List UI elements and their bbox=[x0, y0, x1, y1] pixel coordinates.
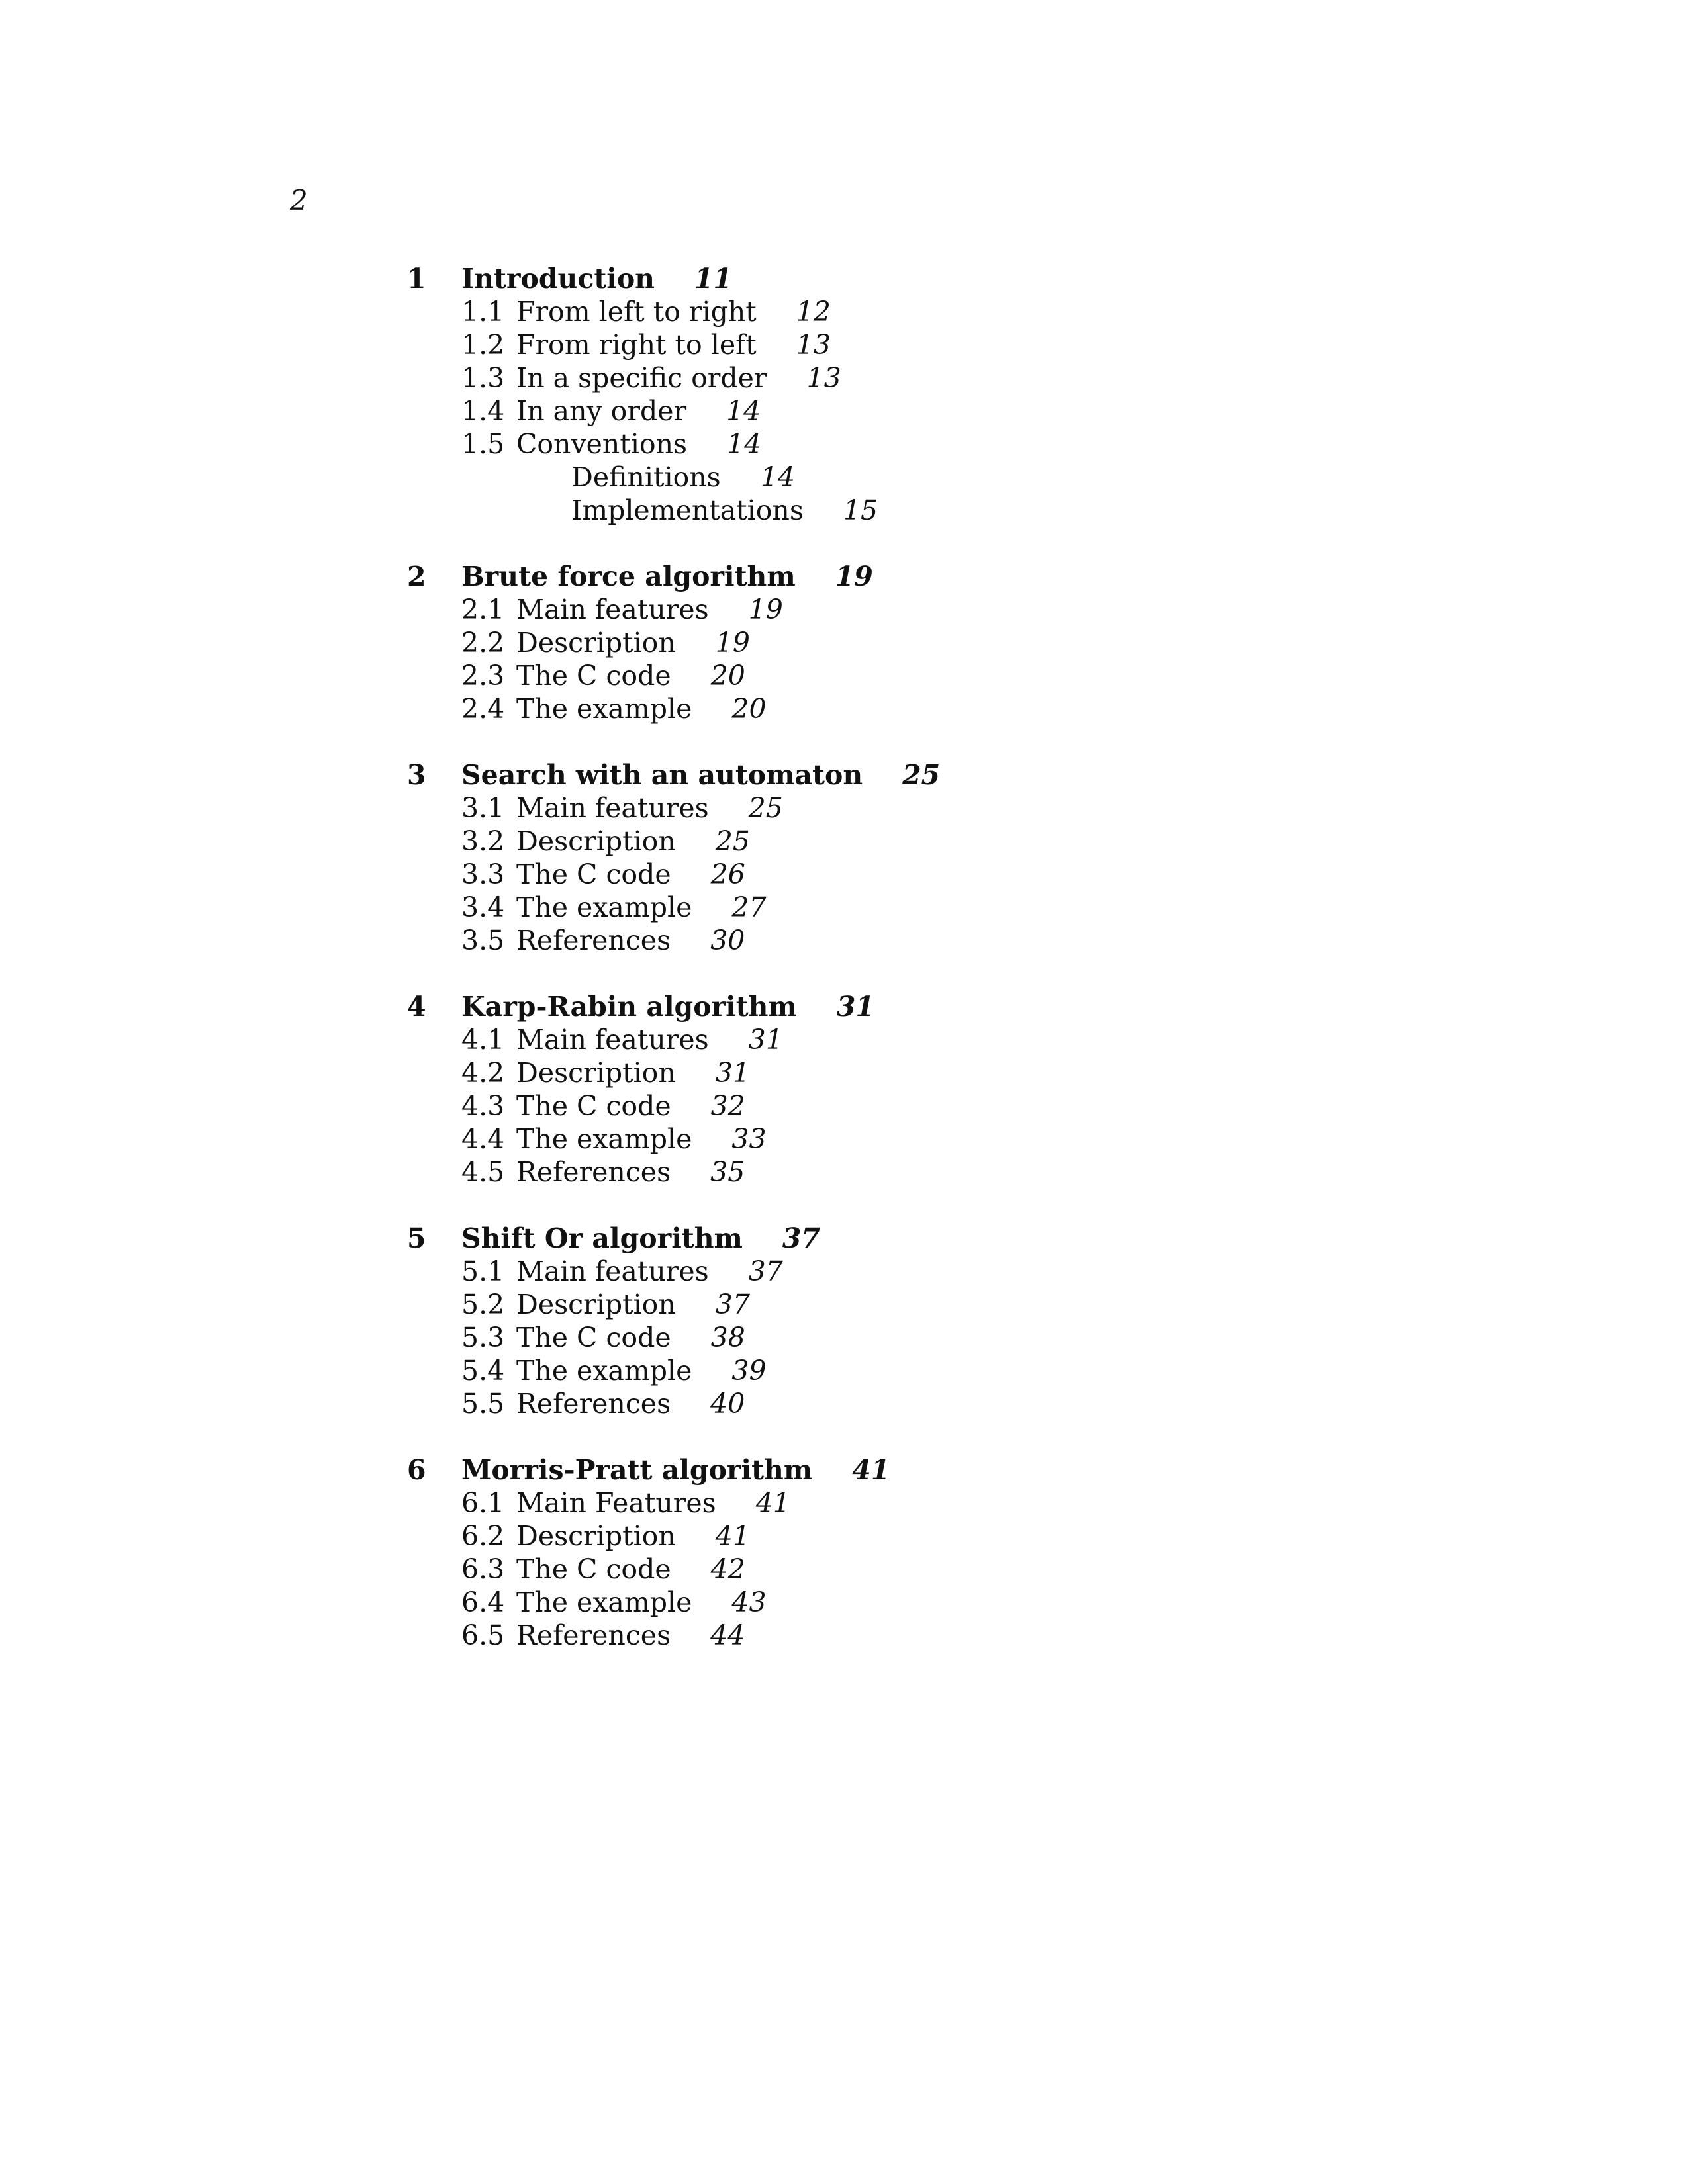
section-title: Description bbox=[516, 1520, 676, 1552]
section-page: 31 bbox=[748, 1024, 783, 1056]
chapter-heading[interactable] bbox=[407, 1222, 1400, 1255]
subsection-title: Implementations bbox=[571, 494, 804, 526]
section-number: 4.1 bbox=[461, 1024, 505, 1056]
section-page: 25 bbox=[715, 825, 750, 857]
chapter-page: 41 bbox=[852, 1454, 890, 1486]
section-number: 4.5 bbox=[461, 1156, 505, 1188]
section-number: 5.1 bbox=[461, 1255, 505, 1287]
section-entry[interactable] bbox=[407, 593, 1400, 626]
section-number: 1.2 bbox=[461, 329, 505, 361]
section-entry[interactable] bbox=[407, 428, 1400, 461]
subsection-entry[interactable] bbox=[407, 494, 1400, 527]
section-page: 30 bbox=[710, 925, 745, 956]
section-title: The example bbox=[516, 1355, 692, 1387]
subsection-page: 15 bbox=[843, 494, 878, 526]
section-entry[interactable] bbox=[407, 626, 1400, 659]
section-entry[interactable] bbox=[407, 1387, 1400, 1420]
section-entry[interactable] bbox=[407, 1321, 1400, 1354]
section-entry[interactable] bbox=[407, 1089, 1400, 1122]
section-number: 6.2 bbox=[461, 1520, 505, 1552]
chapter-title: Introduction bbox=[461, 263, 655, 295]
chapter-4 bbox=[407, 990, 1400, 1189]
section-number: 1.3 bbox=[461, 362, 505, 394]
section-title: The example bbox=[516, 693, 692, 725]
section-page: 14 bbox=[726, 395, 761, 427]
chapter-heading[interactable] bbox=[407, 758, 1400, 792]
chapter-6 bbox=[407, 1453, 1400, 1652]
section-entry[interactable] bbox=[407, 1619, 1400, 1652]
section-number: 2.1 bbox=[461, 594, 505, 625]
chapter-2 bbox=[407, 560, 1400, 725]
section-title: The example bbox=[516, 891, 692, 923]
section-title: The C code bbox=[516, 858, 671, 890]
section-entry[interactable] bbox=[407, 1156, 1400, 1189]
section-title: Description bbox=[516, 1057, 676, 1089]
section-page: 20 bbox=[710, 660, 745, 692]
section-title: The C code bbox=[516, 1322, 671, 1353]
chapter-number: 2 bbox=[407, 561, 426, 592]
section-page: 41 bbox=[755, 1487, 790, 1519]
section-number: 4.3 bbox=[461, 1090, 505, 1122]
section-title: The C code bbox=[516, 660, 671, 692]
section-page: 31 bbox=[715, 1057, 750, 1089]
chapter-3 bbox=[407, 758, 1400, 957]
section-page: 40 bbox=[710, 1388, 745, 1420]
section-title: The example bbox=[516, 1123, 692, 1155]
section-number: 3.5 bbox=[461, 925, 505, 956]
section-page: 26 bbox=[710, 858, 745, 890]
section-title: Main features bbox=[516, 1255, 709, 1287]
chapter-page: 31 bbox=[836, 991, 874, 1023]
section-entry[interactable] bbox=[407, 858, 1400, 891]
section-title: The C code bbox=[516, 1553, 671, 1585]
chapter-title: Morris-Pratt algorithm bbox=[461, 1454, 813, 1486]
section-page: 13 bbox=[806, 362, 841, 394]
section-page: 37 bbox=[715, 1289, 750, 1320]
section-number: 1.5 bbox=[461, 428, 505, 460]
section-title: References bbox=[516, 1619, 671, 1651]
section-title: Main Features bbox=[516, 1487, 716, 1519]
section-page: 35 bbox=[710, 1156, 745, 1188]
section-number: 4.2 bbox=[461, 1057, 505, 1089]
section-page: 43 bbox=[731, 1586, 767, 1618]
chapter-heading[interactable] bbox=[407, 1453, 1400, 1486]
section-number: 6.3 bbox=[461, 1553, 505, 1585]
section-title: In a specific order bbox=[516, 362, 767, 394]
section-number: 5.2 bbox=[461, 1289, 505, 1320]
section-title: The example bbox=[516, 1586, 692, 1618]
section-title: Conventions bbox=[516, 428, 688, 460]
section-page: 42 bbox=[710, 1553, 745, 1585]
section-entry[interactable] bbox=[407, 394, 1400, 428]
chapter-title: Brute force algorithm bbox=[461, 561, 796, 592]
section-entry[interactable] bbox=[407, 1255, 1400, 1288]
section-title: References bbox=[516, 925, 671, 956]
section-page: 14 bbox=[727, 428, 762, 460]
page-number: 2 bbox=[290, 184, 308, 216]
section-title: References bbox=[516, 1388, 671, 1420]
section-entry[interactable] bbox=[407, 295, 1400, 328]
table-of-contents bbox=[407, 262, 1400, 1685]
section-entry[interactable] bbox=[407, 361, 1400, 394]
chapter-heading[interactable] bbox=[407, 560, 1400, 593]
section-number: 2.3 bbox=[461, 660, 505, 692]
section-page: 25 bbox=[748, 792, 783, 824]
section-entry[interactable] bbox=[407, 792, 1400, 825]
section-entry[interactable] bbox=[407, 328, 1400, 361]
section-entry[interactable] bbox=[407, 659, 1400, 692]
section-page: 19 bbox=[715, 627, 750, 659]
section-number: 3.2 bbox=[461, 825, 505, 857]
section-number: 5.3 bbox=[461, 1322, 505, 1353]
chapter-number: 6 bbox=[407, 1454, 426, 1486]
subsection-title: Definitions bbox=[571, 461, 721, 493]
section-page: 32 bbox=[710, 1090, 745, 1122]
subsection-page: 14 bbox=[760, 461, 795, 493]
section-title: In any order bbox=[516, 395, 687, 427]
section-number: 2.4 bbox=[461, 693, 505, 725]
section-entry[interactable] bbox=[407, 924, 1400, 957]
section-number: 6.1 bbox=[461, 1487, 505, 1519]
section-page: 39 bbox=[731, 1355, 767, 1387]
section-title: The C code bbox=[516, 1090, 671, 1122]
chapter-title: Karp-Rabin algorithm bbox=[461, 991, 797, 1023]
section-entry[interactable] bbox=[407, 825, 1400, 858]
chapter-title: Search with an automaton bbox=[461, 759, 863, 791]
section-page: 12 bbox=[796, 296, 831, 328]
section-page: 19 bbox=[748, 594, 783, 625]
section-entry[interactable] bbox=[407, 1056, 1400, 1089]
section-entry[interactable] bbox=[407, 1288, 1400, 1321]
section-page: 20 bbox=[731, 693, 767, 725]
chapter-title: Shift Or algorithm bbox=[461, 1222, 743, 1254]
section-title: Description bbox=[516, 825, 676, 857]
chapter-1 bbox=[407, 262, 1400, 527]
section-title: Description bbox=[516, 627, 676, 659]
section-number: 6.4 bbox=[461, 1586, 505, 1618]
section-number: 3.3 bbox=[461, 858, 505, 890]
section-page: 44 bbox=[710, 1619, 745, 1651]
chapter-heading[interactable] bbox=[407, 262, 1400, 295]
section-title: From right to left bbox=[516, 329, 757, 361]
section-title: References bbox=[516, 1156, 671, 1188]
section-entry[interactable] bbox=[407, 1486, 1400, 1520]
section-entry[interactable] bbox=[407, 1023, 1400, 1056]
section-page: 27 bbox=[731, 891, 767, 923]
section-number: 1.4 bbox=[461, 395, 505, 427]
section-title: From left to right bbox=[516, 296, 757, 328]
chapter-heading[interactable] bbox=[407, 990, 1400, 1023]
section-title: Description bbox=[516, 1289, 676, 1320]
section-title: Main features bbox=[516, 594, 709, 625]
section-page: 33 bbox=[731, 1123, 767, 1155]
chapter-page: 11 bbox=[694, 263, 733, 295]
section-number: 3.4 bbox=[461, 891, 505, 923]
section-number: 6.5 bbox=[461, 1619, 505, 1651]
section-page: 37 bbox=[748, 1255, 783, 1287]
chapter-number: 1 bbox=[407, 263, 426, 295]
section-number: 3.1 bbox=[461, 792, 505, 824]
section-entry[interactable] bbox=[407, 1354, 1400, 1387]
chapter-number: 4 bbox=[407, 991, 426, 1023]
section-page: 38 bbox=[710, 1322, 745, 1353]
chapter-page: 25 bbox=[902, 759, 941, 791]
chapter-page: 37 bbox=[782, 1222, 820, 1254]
subsection-entry[interactable] bbox=[407, 461, 1400, 494]
chapter-5 bbox=[407, 1222, 1400, 1420]
section-number: 5.4 bbox=[461, 1355, 505, 1387]
chapter-number: 5 bbox=[407, 1222, 426, 1254]
section-page: 41 bbox=[715, 1520, 750, 1552]
chapter-page: 19 bbox=[835, 561, 873, 592]
section-entry[interactable] bbox=[407, 891, 1400, 924]
section-title: Main features bbox=[516, 792, 709, 824]
section-number: 5.5 bbox=[461, 1388, 505, 1420]
section-number: 1.1 bbox=[461, 296, 505, 328]
section-entry[interactable] bbox=[407, 1122, 1400, 1156]
section-number: 4.4 bbox=[461, 1123, 505, 1155]
section-entry[interactable] bbox=[407, 1520, 1400, 1553]
section-entry[interactable] bbox=[407, 692, 1400, 725]
chapter-number: 3 bbox=[407, 759, 426, 791]
section-title: Main features bbox=[516, 1024, 709, 1056]
section-entry[interactable] bbox=[407, 1553, 1400, 1586]
section-page: 13 bbox=[796, 329, 831, 361]
section-number: 2.2 bbox=[461, 627, 505, 659]
section-entry[interactable] bbox=[407, 1586, 1400, 1619]
